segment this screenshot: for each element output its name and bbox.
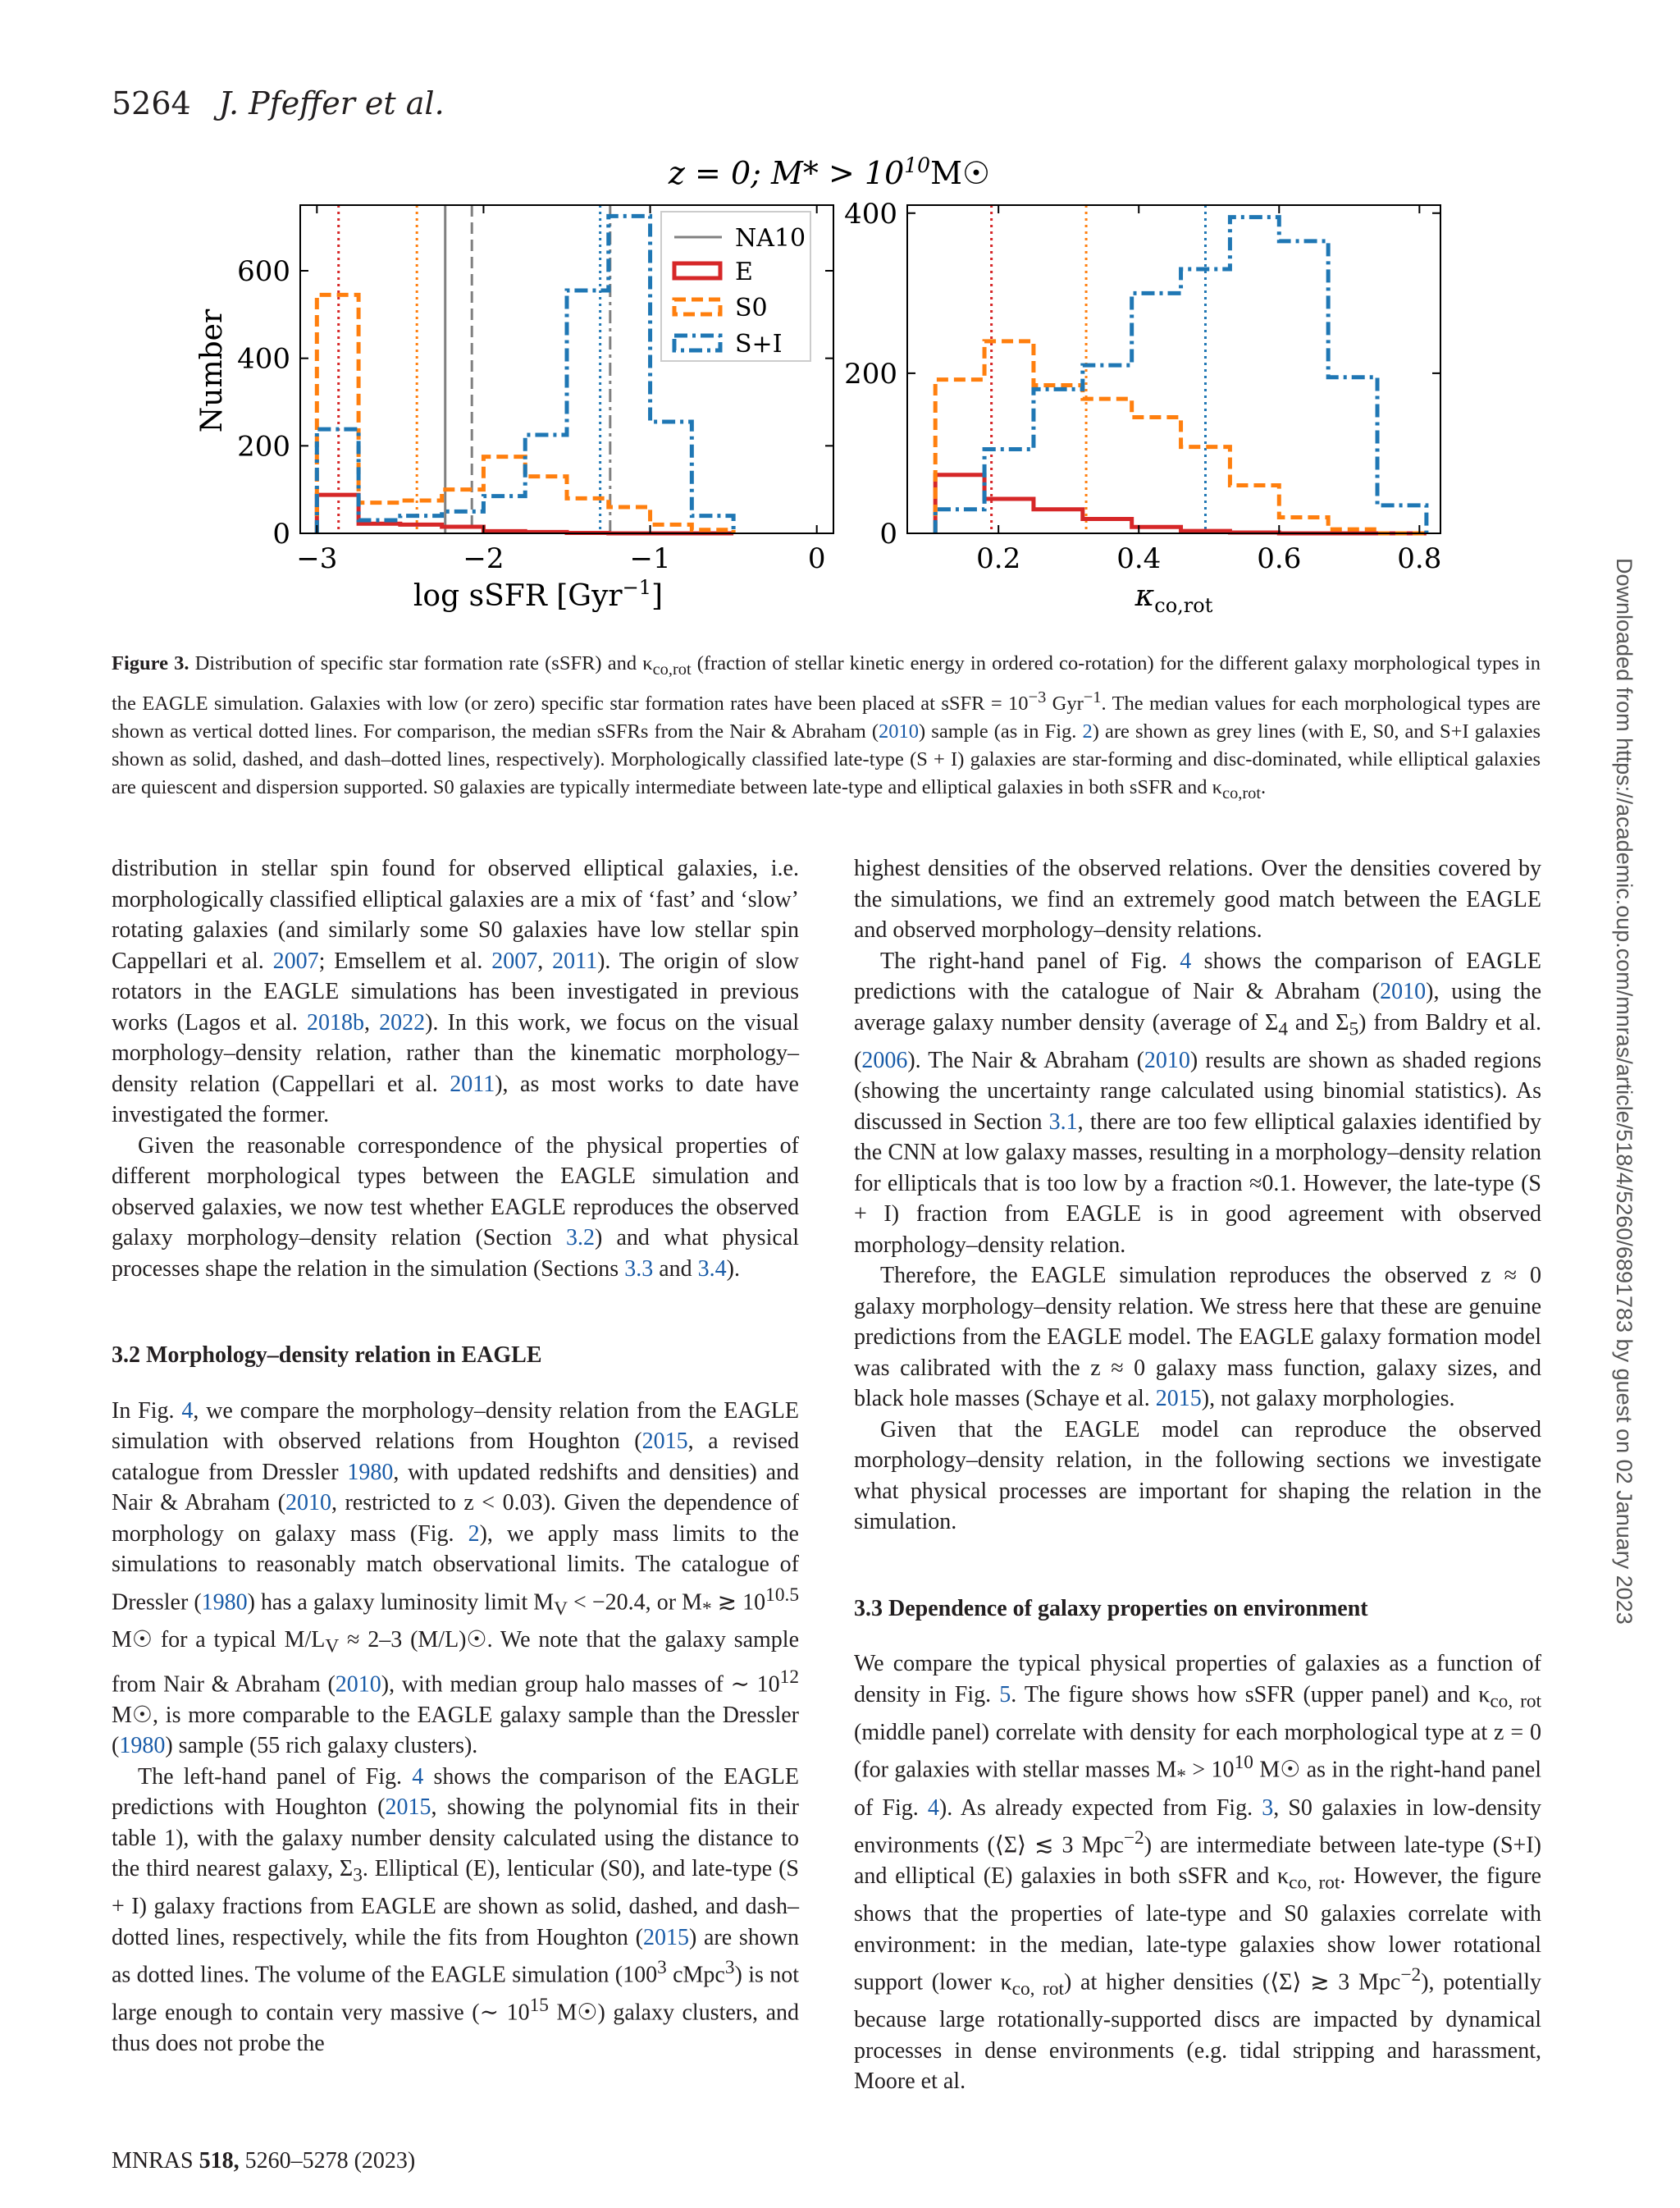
- figure-link[interactable]: 3: [1262, 1794, 1274, 1821]
- left-y-tick-label: 600: [237, 255, 290, 288]
- citation-link[interactable]: 1980: [119, 1733, 166, 1759]
- section-link[interactable]: 3.3: [624, 1255, 654, 1282]
- right-hist-s0: [935, 341, 1427, 533]
- y-axis-label: Number: [195, 309, 229, 433]
- left-hist-e: [317, 495, 733, 533]
- citation-link[interactable]: 2010: [335, 1671, 381, 1698]
- section-link[interactable]: 3.4: [697, 1255, 727, 1282]
- citation-link[interactable]: 2015: [642, 1924, 689, 1950]
- legend-label-si: S+I: [735, 330, 783, 359]
- left-x-tick-label: −2: [463, 542, 504, 575]
- section-link[interactable]: 3.1: [1048, 1109, 1078, 1135]
- left-y-tick-label: 200: [237, 430, 290, 464]
- page-footer: MNRAS 518, 5260–5278 (2023): [112, 2148, 416, 2174]
- paragraph: The right-hand panel of Fig. 4 shows the comparison of EAGLE predictions with the catalogue of Nair & Abraham (2010), using the average galaxy number density (average of $\Sigma_4$ and $\Sigma_5$) from Baldry et al. (2006). The Nair & Abraham (2010) results are shown as shaded regions (showing the uncertainty range calculated using binomial statistics). As discussed in Section 3.1, there are too few elliptical galaxies identified by the CNN at low galaxy masses, resulting in a morphology–density relation for ellipticals that is too low by a fraction ≈0.1. However, the late-type (S + I) fraction from EAGLE is in good agreement with observed morphology–density relation.: [854, 948, 1542, 1258]
- citation-link[interactable]: 2022: [379, 1009, 426, 1035]
- right-x-tick-label: 0.8: [1397, 542, 1442, 575]
- citation-link[interactable]: 2010: [1144, 1047, 1190, 1073]
- figure-caption: Figure 3. Distribution of specific star formation rate (sSFR) and $\kappa_{co,rot}$ (fraction of stellar kinetic energy in ordered co-rotation) for the different galaxy morphological types in the EAGLE simulation. Galaxies with low (or zero) specific star formation rates have been placed at sSFR = $10^{-3}$ Gyr$^{-1}$. The median values for each morphological types are shown as vertical dotted lines. For comparison, the median sSFRs from the Nair & Abraham (2010) sample (as in Fig. 2) are shown as grey lines (with E, S0, and S+I galaxies shown as solid, dashed, and dash–dotted lines, respectively). Morphologically classified late-type (S + I) galaxies are star-forming and disc-dominated, while elliptical galaxies are quiescent and dispersion supported. S0 galaxies are typically intermediate between late-type and elliptical galaxies in both sSFR and $\kappa_{co,rot}$.: [112, 652, 1541, 802]
- right-x-tick-label: 0.4: [1116, 542, 1162, 575]
- right-column: [854, 853, 1541, 2097]
- paragraph: In Fig. 4, we compare the morphology–density relation from the EAGLE simulation with observed relations from Houghton (2015, a revised catalogue from Dressler 1980, with updated redshifts and densities) and Nair & Abraham (2010, restricted to z < 0.03). Given the dependence of morphology on galaxy mass (Fig. 2), we apply mass limits to the simulations to reasonably match observational limits. The catalogue of Dressler (1980) has a galaxy luminosity limit $M_V < -20.4$, or $M_*$ ≳ $10^{10.5}$ M☉ for a typical $M/L_V \approx 2-3$ (M/L)☉. We note that the galaxy sample from Nair & Abraham (2010), with median group halo masses of ∼ $10^{12}$ M☉, is more comparable to the EAGLE galaxy sample than the Dressler (1980) sample (55 rich galaxy clusters).: [112, 1397, 799, 1759]
- right-x-tick-label: 0.6: [1257, 542, 1302, 575]
- citation-link[interactable]: 2007: [272, 948, 319, 974]
- paragraph: highest densities of the observed relations. Over the densities covered by the simulations, we find an extremely good match between the EAGLE and observed morphology–density relations.: [854, 856, 1541, 943]
- figure-link[interactable]: 4: [412, 1763, 424, 1790]
- left-column: [112, 853, 799, 2059]
- legend-label-e: E: [735, 258, 753, 286]
- page-number: 5264: [112, 85, 191, 121]
- paragraph: We compare the typical physical properties of galaxies as a function of density in Fig. 5. The figure shows how sSFR (upper panel) and $\kappa_{co, rot}$ (middle panel) correlate with density for each morphological type at z = 0 (for galaxies with stellar masses $M_* > 10^{10}$ M☉ as in the right-hand panel of Fig. 4). As already expected from Fig. 3, S0 galaxies in low-density environments (⟨Σ⟩ ≲ 3 Mpc$^{-2}$) are intermediate between late-type (S+I) and elliptical (E) galaxies in both sSFR and $\kappa_{co, rot}$. However, the figure shows that the properties of late-type and S0 galaxies correlate with environment: in the median, late-type galaxies show lower rotational support (lower $\kappa_{co, rot}$) at higher densities (⟨Σ⟩ ≳ 3 Mpc$^{-2}$), potentially because large rotationally-supported discs are impacted by dynamical processes in dense environments (e.g. tidal stripping and harassment, Moore et al.: [854, 1651, 1542, 2095]
- left-x-tick-label: 0: [807, 542, 826, 575]
- citation-link[interactable]: 2018b: [307, 1009, 365, 1035]
- citation-link[interactable]: 2007: [491, 948, 538, 974]
- legend-label-na10: NA10: [735, 224, 806, 253]
- citation-link[interactable]: 2010: [879, 720, 920, 743]
- left-x-tick-label: −1: [629, 542, 671, 575]
- citation-link[interactable]: 2010: [285, 1490, 331, 1515]
- figure-3: [112, 156, 1547, 648]
- download-watermark: Downloaded from https://academic.oup.com/mnras/article/518/4/5260/6891783 by guest on 02 January 2023: [1612, 558, 1637, 1625]
- figure-link[interactable]: 4: [927, 1794, 939, 1821]
- running-authors: J. Pfeffer et al.: [218, 85, 445, 121]
- right-y-tick-label: 400: [844, 197, 897, 231]
- right-hist-e: [935, 475, 1427, 533]
- citation-link[interactable]: 2010: [1380, 979, 1427, 1004]
- section-heading-3-3: 3.3 Dependence of galaxy properties on environment: [854, 1595, 1368, 1621]
- section-link[interactable]: 3.2: [565, 1225, 595, 1250]
- right-y-tick-label: 0: [879, 518, 897, 551]
- citation-link[interactable]: 2015: [385, 1794, 431, 1821]
- figure-link[interactable]: 4: [1180, 948, 1192, 974]
- right-hist-si: [935, 217, 1427, 533]
- citation-link[interactable]: 2006: [861, 1047, 908, 1073]
- citation-link[interactable]: 1980: [347, 1459, 394, 1485]
- right-y-tick-label: 200: [844, 357, 897, 391]
- figure-link[interactable]: 4: [181, 1397, 194, 1424]
- figure-link[interactable]: 5: [999, 1681, 1011, 1707]
- section-heading-3-2: 3.2 Morphology–density relation in EAGLE: [112, 1342, 542, 1368]
- citation-link[interactable]: 2015: [641, 1429, 688, 1454]
- paragraph: distribution in stellar spin found for observed elliptical galaxies, i.e. morphologically classified elliptical galaxies are a mix of ‘fast’ and ‘slow’ rotating galaxies (and similarly some S0 galaxies have low stellar spin Cappellari et al. 2007; Emsellem et al. 2007, 2011). The origin of slow rotators in the EAGLE simulations has been investigated in previous works (Lagos et al. 2018b, 2022). In this work, we focus on the visual morphology–density relation, rather than the kinematic morphology–density relation (Cappellari et al. 2011), as most works to date have investigated the former.: [112, 856, 800, 1127]
- citation-link[interactable]: 2011: [552, 948, 598, 974]
- legend-label-s0: S0: [735, 294, 768, 322]
- citation-link[interactable]: 2011: [450, 1071, 495, 1097]
- running-header: [112, 85, 445, 121]
- paragraph: Therefore, the EAGLE simulation reproduces the observed z ≈ 0 galaxy morphology–density relation. We stress here that these are genuine predictions from the EAGLE model. The EAGLE galaxy formation model was calibrated with the z ≈ 0 galaxy mass function, galaxy sizes, and black hole masses (Schaye et al. 2015), not galaxy morphologies.: [854, 1263, 1541, 1412]
- left-x-tick-label: −3: [296, 542, 338, 575]
- legend: [661, 212, 810, 361]
- figure-3-plot: [112, 156, 1547, 648]
- paragraph: The left-hand panel of Fig. 4 shows the comparison of the EAGLE predictions with Houghton (2015, showing the polynomial fits in their table 1), with the galaxy number density calculated using the distance to the third nearest galaxy, $\Sigma_3$. Elliptical (E), lenticular (S0), and late-type (S + I) galaxy fractions from EAGLE are shown as solid, dashed, and dash–dotted lines, respectively, while the fits from Houghton (2015) are shown as dotted lines. The volume of the EAGLE simulation ($100^3$ cMpc$^3$) is not large enough to contain very massive (∼ $10^{15}$ M☉) galaxy clusters, and thus does not probe the: [112, 1763, 799, 2057]
- citation-link[interactable]: 2015: [1155, 1386, 1202, 1412]
- figure-link[interactable]: 2: [468, 1520, 480, 1547]
- caption-label: Figure 3.: [112, 652, 189, 674]
- left-y-tick-label: 0: [272, 518, 290, 551]
- right-x-tick-label: 0.2: [976, 542, 1021, 575]
- paragraph: Given the reasonable correspondence of the physical properties of different morphological types between the EAGLE simulation and observed galaxies, we now test whether EAGLE reproduces the observed galaxy morphology–density relation (Section 3.2) and what physical processes shape the relation in the simulation (Sections 3.3 and 3.4).: [112, 1132, 799, 1282]
- paragraph: Given that the EAGLE model can reproduce the observed morphology–density relation, in the following sections we investigate what physical processes are important for shaping the relation in the simulation.: [854, 1416, 1541, 1535]
- citation-link[interactable]: 1980: [201, 1589, 248, 1615]
- figure-title: z = 0; $M* > 10^{10}M☉$: [668, 156, 991, 191]
- left-y-tick-label: 400: [237, 342, 290, 376]
- figure-link[interactable]: 2: [1082, 720, 1093, 743]
- right-axes-frame: [907, 205, 1440, 533]
- left-x-axis-label: log sSFR [Gyr$^{-1}$]: [413, 576, 664, 613]
- right-x-axis-label: $\kappa_{co,rot}$: [1134, 579, 1213, 617]
- right-panel-kappa: [844, 198, 1441, 575]
